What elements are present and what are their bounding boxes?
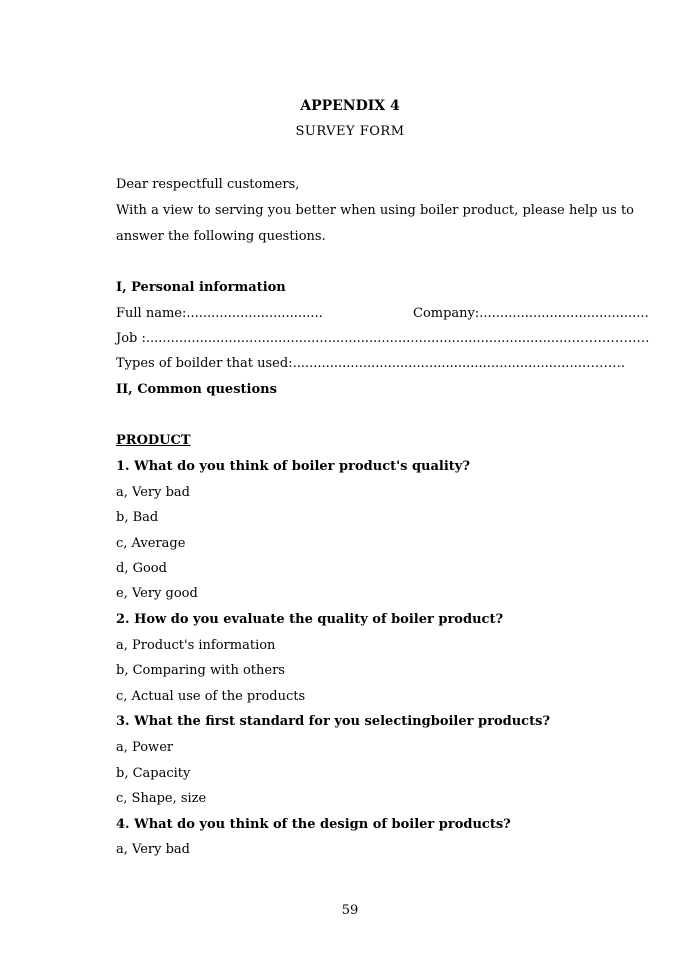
question-1: 1. What do you think of boiler product's quality?: [116, 459, 470, 474]
question-2: 2. How do you evaluate the quality of boiler product?: [116, 612, 504, 627]
q2-option-a: a, Product's information: [116, 638, 276, 653]
intro-line-2: answer the following questions.: [116, 229, 326, 244]
q2-option-c: c, Actual use of the products: [116, 689, 306, 704]
company-field: Company:.........................................: [413, 306, 649, 321]
page-title: APPENDIX 4: [300, 98, 400, 114]
greeting: Dear respectfull customers,: [116, 177, 300, 192]
q3-option-c: c, Shape, size: [116, 791, 207, 806]
q1-option-c: c, Average: [116, 536, 186, 551]
boiler-types-field: Types of boilder that used:......................................................................……….: [116, 356, 625, 371]
q3-option-b: b, Capacity: [116, 766, 191, 781]
q2-option-b: b, Comparing with others: [116, 663, 285, 678]
page-subtitle: SURVEY FORM: [295, 124, 405, 139]
section-heading-common: II, Common questions: [116, 382, 277, 397]
q1-option-d: d, Good: [116, 561, 167, 576]
page-number: 59: [341, 903, 359, 918]
q1-option-e: e, Very good: [116, 586, 198, 601]
section-heading-product: PRODUCT: [116, 433, 191, 448]
question-4: 4. What do you think of the design of boiler products?: [116, 817, 511, 832]
job-field: Job :.......................................................................................................………………: [116, 331, 650, 346]
q1-option-a: a, Very bad: [116, 485, 190, 500]
q4-option-a: a, Very bad: [116, 842, 190, 857]
full-name-field: Full name:.................................: [116, 306, 323, 321]
intro-line-1: With a view to serving you better when using boiler product, please help us to: [116, 203, 634, 218]
question-3: 3. What the first standard for you selectingboiler products?: [116, 714, 551, 729]
q3-option-a: a, Power: [116, 740, 174, 755]
q1-option-b: b, Bad: [116, 510, 159, 525]
section-heading-personal: I, Personal information: [116, 280, 286, 295]
